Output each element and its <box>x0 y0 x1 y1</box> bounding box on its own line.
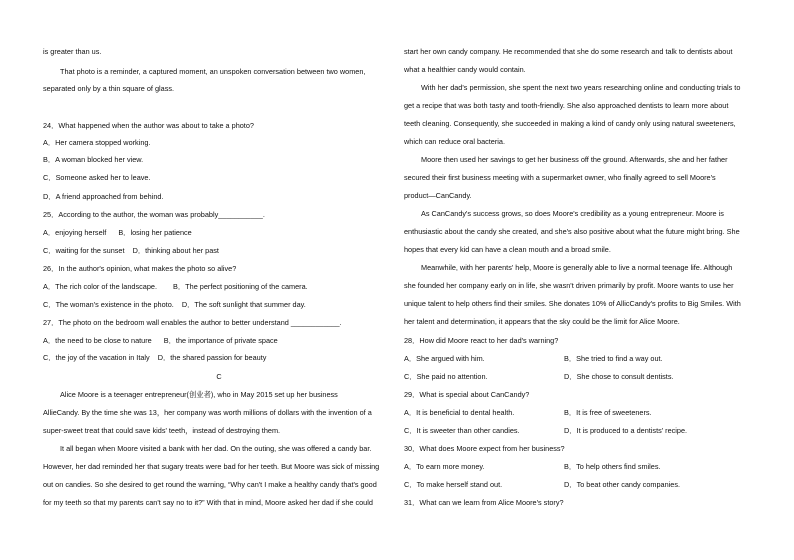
passage-text-line: It all began when Moore visited a bank with her dad. On the outing, she was offered a candy bar. <box>60 444 372 453</box>
question-stem: 25．According to the author, the woman was probably___________. <box>43 210 265 219</box>
passage-text-line: her talent and determination, it appears that the sky could be the limit for Alice Moore. <box>404 317 680 326</box>
passage-text-line: secured their first business meeting with a supermarket owner, who finally agreed to sell Moore's <box>404 173 716 182</box>
options-row <box>404 408 652 418</box>
options-row <box>404 462 661 472</box>
passage-text-line: hopes that every kid can have a clean mouth and a broad smile. <box>404 245 611 254</box>
passage-text-line: get a recipe that was both tasty and tooth-friendly. She also approached dentists to learn more about <box>404 101 729 110</box>
passage-text-line: product—CanCandy. <box>404 191 472 200</box>
option-c: C．She paid no attention. <box>404 372 488 381</box>
option-a: A．It is beneficial to dental health. <box>404 408 515 417</box>
passage-text-line: enthusiastic about the candy she created, and she's also positive about what the future might bring. She <box>404 227 740 236</box>
passage-text-line: for my teeth so that my parents can't say no to it?” With that in mind, Moore asked her dad if she could <box>43 498 373 507</box>
options-row <box>43 300 306 310</box>
options-row <box>404 372 674 382</box>
options-row <box>404 354 663 364</box>
option-d: D．It is produced to a dentists' recipe. <box>564 426 688 435</box>
passage-text-line: With her dad's permission, she spent the next two years researching online and conducting trials to <box>421 83 741 92</box>
question-stem: 28．How did Moore react to her dad's warning? <box>404 336 559 345</box>
option-b: B．It is free of sweeteners. <box>564 408 652 417</box>
question-stem: 30．What does Moore expect from her business? <box>404 444 565 453</box>
option-d: D．the shared passion for beauty <box>157 353 267 362</box>
passage-text-line: unique talent to help others find their smiles. She donates 10% of AllicCandy's profits to Big Smiles. With <box>404 299 741 308</box>
option-d: D．thinking about her past <box>132 246 219 255</box>
passage-text-line: Alice Moore is a teenager entrepreneur(创业者), who in May 2015 set up her business <box>60 390 338 399</box>
option-d: D．A friend approached from behind. <box>43 192 164 201</box>
passage-text-line: That photo is a reminder, a captured moment, an unspoken conversation between two women, <box>60 67 366 76</box>
option-d: D．To beat other candy companies. <box>564 480 681 489</box>
option-b: B．losing her patience <box>118 228 192 237</box>
options-row <box>43 282 308 292</box>
option-b: B．The perfect positioning of the camera. <box>173 282 308 291</box>
option-c: C．The woman's existence in the photo. <box>43 300 174 309</box>
question-stem: 29．What is special about CanCandy? <box>404 390 530 399</box>
option-b: B．To help others find smiles. <box>564 462 661 471</box>
option-a: A．To earn more money. <box>404 462 485 471</box>
passage-text-line: she founded her company early on in life, she wasn't driven primarily by profit. Moore wants to use her <box>404 281 734 290</box>
option-b: B．the importance of private space <box>163 336 278 345</box>
passage-text-line: separated only by a thin square of glass. <box>43 84 175 93</box>
option-d: D．The soft sunlight that summer day. <box>181 300 306 309</box>
passage-text-line: what a healthier candy would contain. <box>404 65 526 74</box>
question-stem: 27．The photo on the bedroom wall enables the author to better understand ____________. <box>43 318 342 327</box>
option-a: A．enjoying herself <box>43 228 107 237</box>
option-c: C．To make herself stand out. <box>404 480 503 489</box>
passage-text-line: Meanwhile, with her parents' help, Moore is generally able to live a normal teenage life. Although <box>421 263 733 272</box>
option-a: A．The rich color of the landscape. <box>43 282 157 291</box>
passage-text-line: out on candies. So she desired to get round the warning, “Why can't I make a healthy candy that's good <box>43 480 377 489</box>
passage-text-line: As CanCandy's success grows, so does Moore's credibility as a young entrepreneur. Moore is <box>421 209 724 218</box>
passage-text-line: is greater than us. <box>43 47 102 56</box>
options-row <box>404 426 687 436</box>
option-c: C．Someone asked her to leave. <box>43 173 151 182</box>
option-d: D．She chose to consult dentists. <box>564 372 674 381</box>
passage-text-line: super-sweet treat that could save kids' teeth，instead of destroying them. <box>43 426 281 435</box>
option-b: B．She tried to find a way out. <box>564 354 663 363</box>
option-c: C．It is sweeter than other candies. <box>404 426 520 435</box>
option-c: C．waiting for the sunset <box>43 246 125 255</box>
options-row <box>43 228 192 238</box>
passage-text-line: which can reduce oral bacteria. <box>404 137 505 146</box>
passage-text-line: AllieCandy. By the time she was 13，her company was worth millions of dollars with the invention of a <box>43 408 372 417</box>
passage-text-line: teeth cleaning. Consequently, she succeeded in making a kind of candy only using natural sweeteners, <box>404 119 736 128</box>
question-stem: 24．What happened when the author was about to take a photo? <box>43 121 254 130</box>
question-stem: 31．What can we learn from Alice Moore's story? <box>404 498 564 507</box>
passage-text-line: start her own candy company. He recommended that she do some research and talk to dentists about <box>404 47 733 56</box>
section-heading: C <box>216 372 222 381</box>
options-row <box>43 246 219 256</box>
passage-text-line: However, her dad reminded her that sugary treats were bad for her teeth. But Moore was sick of missing <box>43 462 380 471</box>
passage-text-line: Moore then used her savings to get her business off the ground. Afterwards, she and her father <box>421 155 728 164</box>
option-b: B．A woman blocked her view. <box>43 155 144 164</box>
option-a: A．the need to be close to nature <box>43 336 152 345</box>
options-row <box>43 336 278 346</box>
options-row <box>404 480 680 490</box>
option-a: A．She argued with him. <box>404 354 485 363</box>
options-row <box>43 353 266 363</box>
option-a: A．Her camera stopped working. <box>43 138 151 147</box>
option-c: C．the joy of the vacation in Italy <box>43 353 150 362</box>
question-stem: 26．In the author's opinion, what makes the photo so alive? <box>43 264 237 273</box>
